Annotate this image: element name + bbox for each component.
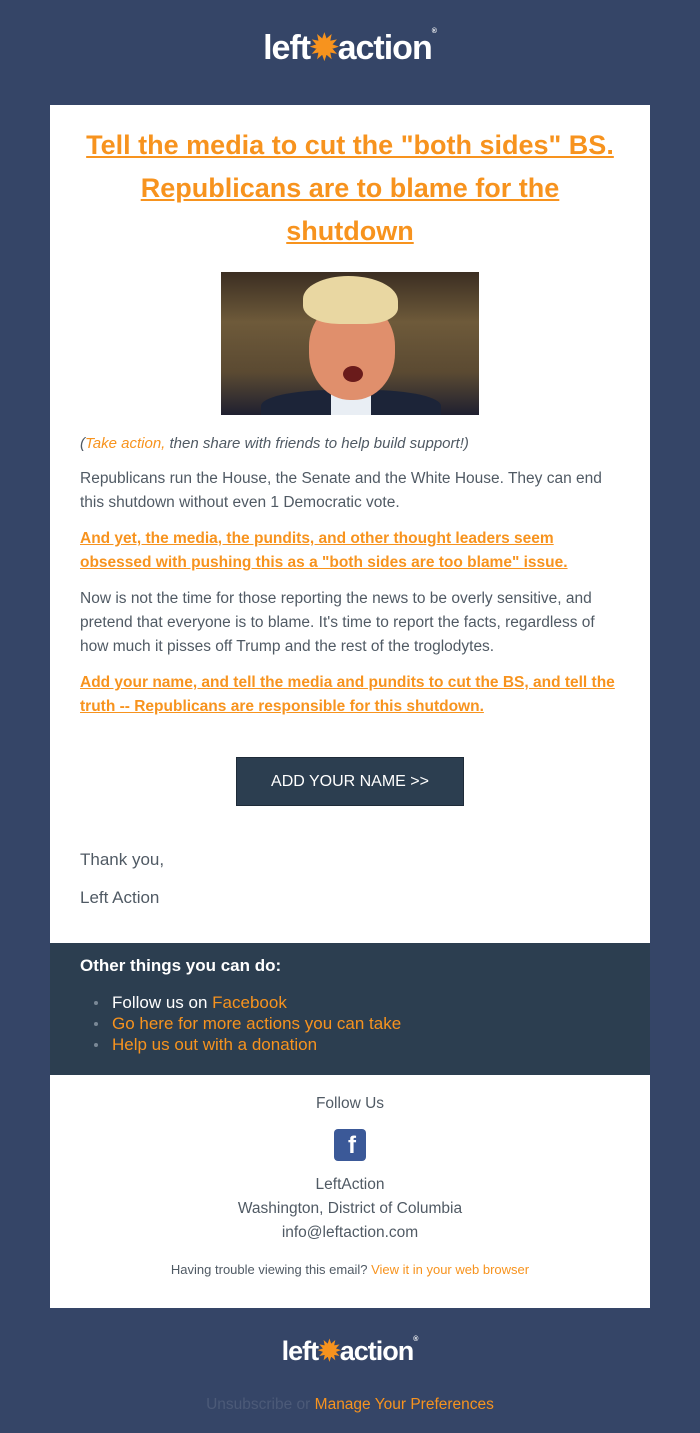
logo-burst-icon: ✹ (310, 29, 338, 67)
footer-card (50, 1075, 650, 1308)
logo-right-text: action (337, 29, 432, 67)
facebook-link[interactable]: Facebook (212, 993, 287, 1012)
signoff-thanks: Thank you, (80, 850, 165, 869)
other-actions-title: Other things you can do: (80, 956, 282, 975)
note-rest: then share with friends to help build support!) (165, 435, 469, 452)
logo-burst-icon: ✹ (318, 1336, 340, 1366)
photo-mouth (343, 366, 363, 382)
logo-registered-mark: ® (413, 1336, 419, 1343)
trump-photo[interactable] (221, 272, 479, 415)
org-email: info@leftaction.com (281, 1224, 419, 1241)
paragraph-2: Now is not the time for those reporting the news to be overly sensitive, and pretend that everyone is to blame. It's time to report the facts, regardless of how much it pisses off Trump and the rest of the troglodytes. (80, 590, 595, 655)
list-item (94, 1034, 620, 1055)
org-location: Washington, District of Columbia (237, 1200, 463, 1217)
button-wrapper (80, 757, 620, 806)
more-actions-link[interactable]: Go here for more actions you can take (112, 1014, 402, 1033)
leftaction-logo (0, 28, 700, 68)
share-note (80, 433, 620, 455)
list-item (94, 992, 620, 1013)
main-content-card (50, 105, 650, 943)
emphasis-link-2[interactable]: Add your name, and tell the media and pundits to cut the BS, and tell the truth -- Republicans are responsible for this shutdown. (80, 674, 615, 715)
view-in-browser-link[interactable]: View it in your web browser (371, 1262, 530, 1277)
add-your-name-button[interactable]: ADD YOUR NAME >> (236, 757, 464, 806)
follow-us-label: Follow Us (315, 1095, 385, 1112)
headline-text[interactable]: Tell the media to cut the "both sides" BS. Republicans are to blame for the shutdown (86, 130, 614, 246)
address-block (50, 1173, 650, 1245)
manage-preferences-link[interactable]: Manage Your Preferences (314, 1396, 494, 1413)
emphasis-link-1[interactable]: And yet, the media, the pundits, and other thought leaders seem obsessed with pushing this as a "both sides are too blame" issue. (80, 530, 568, 571)
org-name: LeftAction (315, 1176, 385, 1193)
headline-link[interactable] (80, 124, 620, 253)
leftaction-logo-footer (0, 1336, 700, 1367)
logo-right-text: action (339, 1336, 414, 1366)
other-actions-panel (50, 943, 650, 1075)
donation-link[interactable]: Help us out with a donation (112, 1035, 318, 1054)
logo-left-text: left (263, 29, 311, 67)
logo-registered-mark: ® (431, 28, 437, 35)
other-actions-list (94, 992, 620, 1055)
list-item (94, 1013, 620, 1034)
facebook-icon[interactable]: f (334, 1129, 366, 1161)
logo-left-text: left (281, 1336, 319, 1366)
trouble-text: Having trouble viewing this email? (170, 1262, 372, 1277)
unsubscribe-block (0, 1396, 700, 1414)
unsubscribe-link[interactable]: Unsubscribe (206, 1396, 293, 1413)
note-open-paren: ( (80, 435, 85, 452)
or-text: or (292, 1396, 315, 1413)
trouble-viewing (50, 1262, 650, 1278)
follow-us-on-text: Follow us on (112, 993, 213, 1012)
photo-hair (303, 276, 398, 324)
take-action-link[interactable]: Take action, (85, 435, 166, 452)
paragraph-1: Republicans run the House, the Senate and the White House. They can end this shutdown without even 1 Democratic vote. (80, 470, 602, 511)
signoff-name: Left Action (80, 888, 160, 907)
